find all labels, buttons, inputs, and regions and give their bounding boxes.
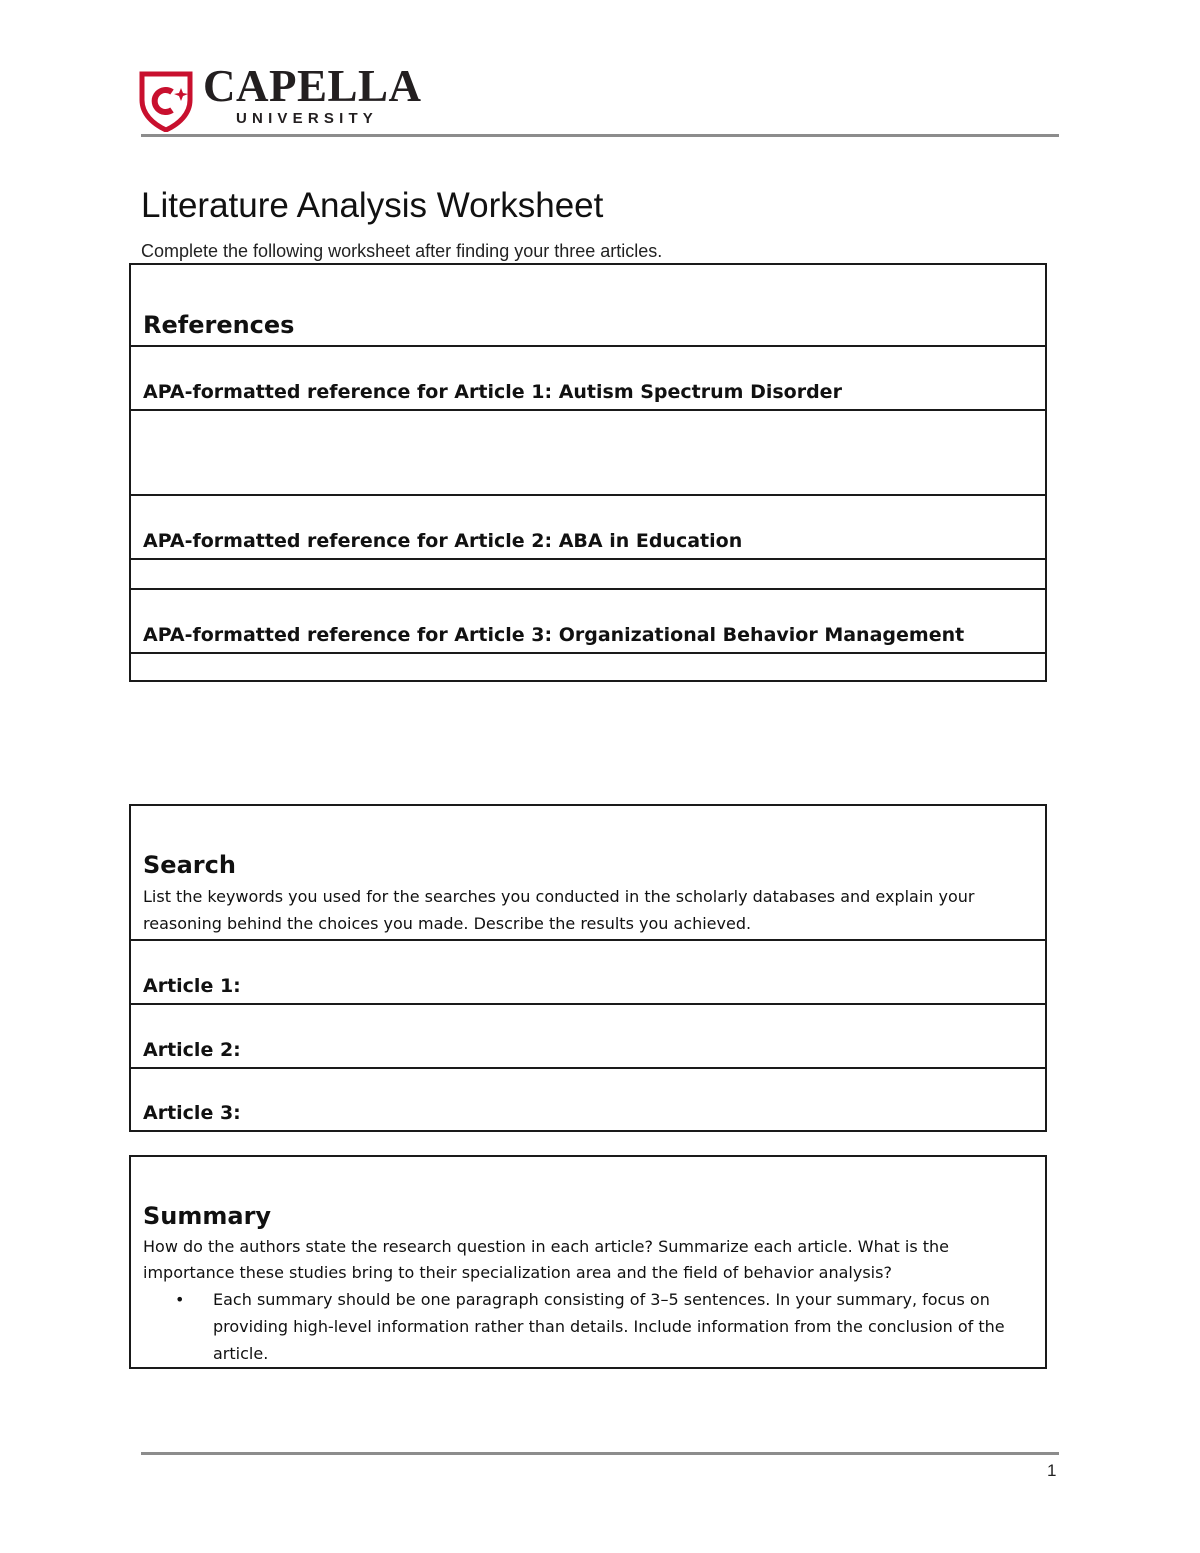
intro-text: Complete the following worksheet after finding your three articles. <box>141 241 663 261</box>
search-heading: Search <box>143 851 236 879</box>
summary-header-row <box>131 1157 1045 1367</box>
search-article3-label: Article 3: <box>143 1102 241 1124</box>
references-heading: References <box>143 311 295 339</box>
summary-bullet-item <box>143 1286 1033 1367</box>
bullet-icon: • <box>175 1290 185 1309</box>
references-table <box>129 263 1047 682</box>
search-article1-label: Article 1: <box>143 975 241 997</box>
article3-reference-field[interactable] <box>131 654 1045 682</box>
search-table <box>129 804 1047 1132</box>
summary-description: How do the authors state the research question in each article? Summarize each article. What is the importance these studies bring to their specialization area and the field of behavior analysis? <box>143 1237 950 1282</box>
article2-reference-field[interactable] <box>131 560 1045 590</box>
article3-reference-label-row <box>131 590 1045 654</box>
search-article1-row[interactable] <box>131 941 1045 1005</box>
search-header-cell <box>143 851 1033 937</box>
logo-subtitle: UNIVERSITY <box>236 110 379 127</box>
article3-reference-label: APA-formatted reference for Article 3: Organizational Behavior Management <box>143 624 965 646</box>
search-description: List the keywords you used for the searches you conducted in the scholarly databases and explain your reasoning behind the choices you made. Describe the results you achieved. <box>143 887 975 933</box>
summary-heading: Summary <box>143 1202 272 1230</box>
article2-reference-label: APA-formatted reference for Article 2: ABA in Education <box>143 530 743 552</box>
article1-reference-field[interactable] <box>131 411 1045 496</box>
capella-shield-logo-icon <box>139 70 193 132</box>
page-title: Literature Analysis Worksheet <box>141 186 604 225</box>
search-article3-row[interactable] <box>131 1069 1045 1130</box>
search-article2-label: Article 2: <box>143 1039 241 1061</box>
search-header-row <box>131 806 1045 941</box>
logo-wordmark: CAPELLA <box>203 61 422 111</box>
summary-bullet-text: Each summary should be one paragraph consisting of 3–5 sentences. In your summary, focus on providing high-level information rather than details. Include information from the conclusion of the article. <box>213 1290 1005 1363</box>
summary-header-cell <box>143 1202 1033 1367</box>
article2-reference-label-row <box>131 496 1045 560</box>
search-article2-row[interactable] <box>131 1005 1045 1069</box>
footer-rule <box>141 1452 1059 1455</box>
article1-reference-label-row <box>131 347 1045 411</box>
page-number: 1 <box>1047 1461 1057 1480</box>
references-header-row <box>131 265 1045 347</box>
article1-reference-label: APA-formatted reference for Article 1: Autism Spectrum Disorder <box>143 381 842 403</box>
header-rule <box>141 134 1059 137</box>
summary-table <box>129 1155 1047 1369</box>
